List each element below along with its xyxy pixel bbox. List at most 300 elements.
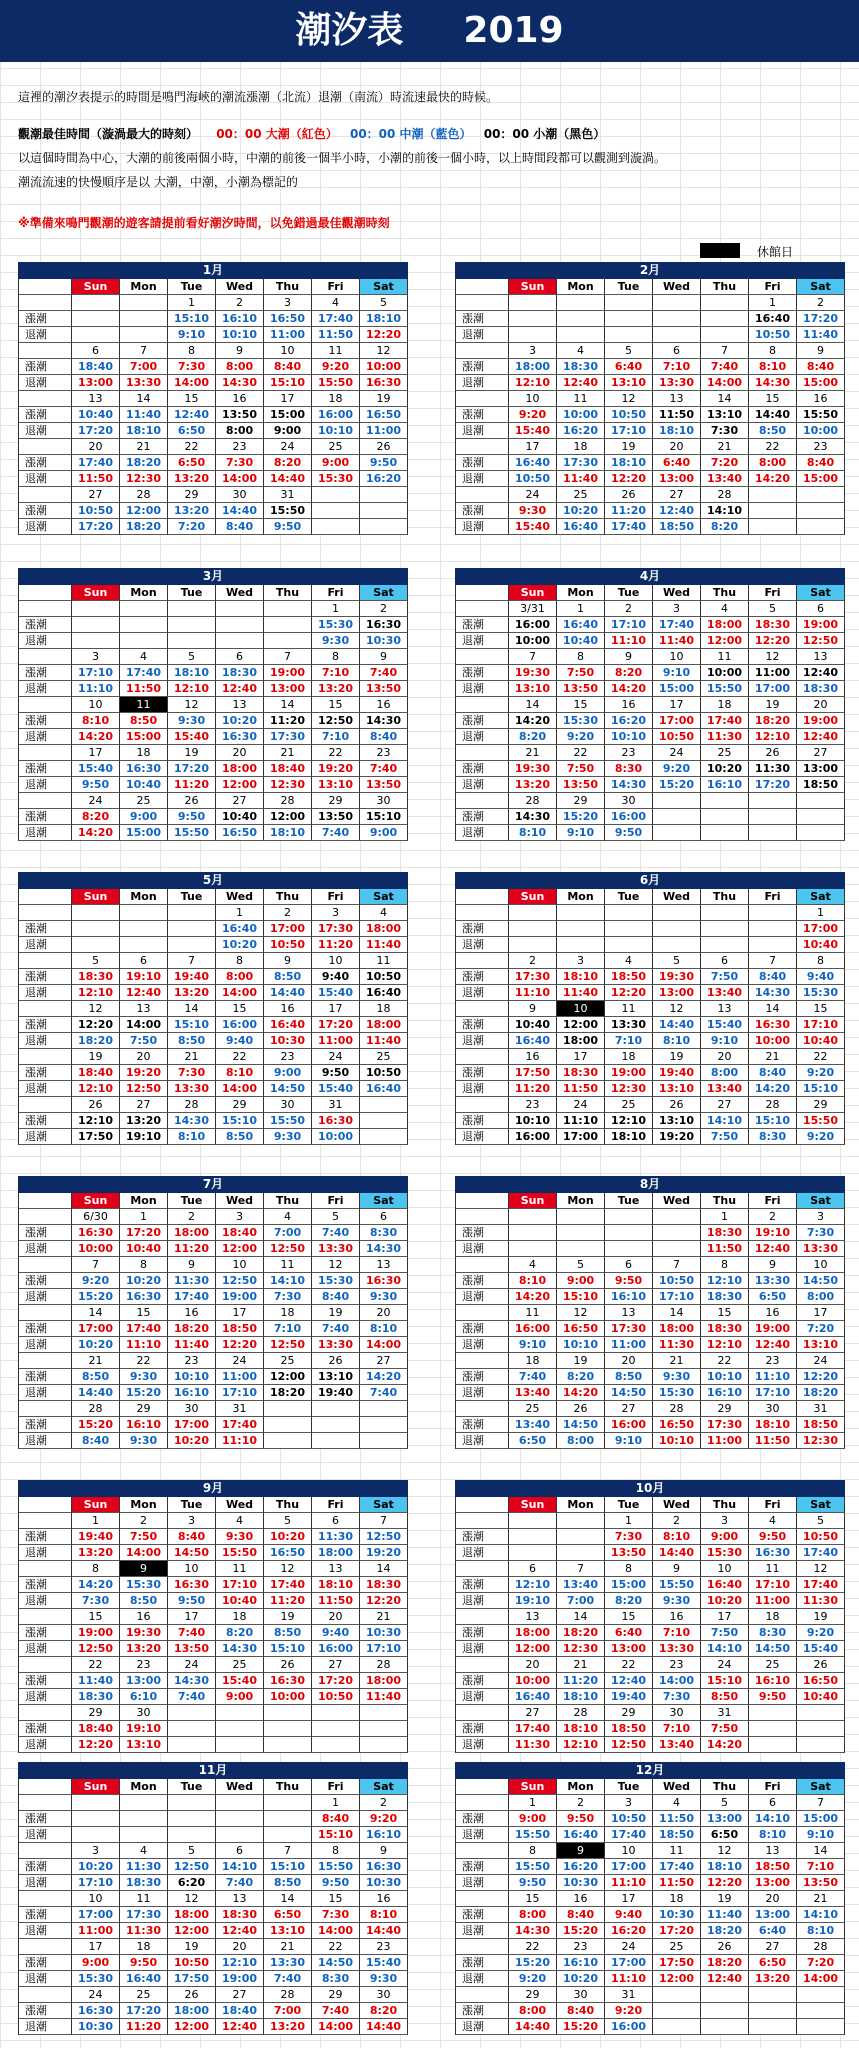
rise-time <box>557 1529 605 1545</box>
rise-time: 14:30 <box>168 1673 216 1689</box>
fall-label: 退潮 <box>19 1433 72 1449</box>
date-row-label <box>19 1513 72 1529</box>
month-title: 4月 <box>455 568 845 585</box>
rise-time: 17:10 <box>605 617 653 633</box>
rise-time: 18:40 <box>216 2003 264 2019</box>
day-number: 3 <box>264 295 312 311</box>
rise-time: 17:40 <box>120 1321 168 1337</box>
grid-corner <box>456 585 509 601</box>
fall-time: 17:40 <box>797 1545 845 1561</box>
day-number <box>360 1401 408 1417</box>
day-number: 13 <box>72 391 120 407</box>
fall-time <box>797 825 845 841</box>
day-number: 29 <box>701 1401 749 1417</box>
weekday-header: Mon <box>120 1779 168 1795</box>
rise-time: 12:40 <box>605 1673 653 1689</box>
fall-time <box>749 825 797 841</box>
day-number: 1 <box>120 1209 168 1225</box>
day-number: 20 <box>701 1049 749 1065</box>
rise-time: 13:00 <box>797 761 845 777</box>
day-number: 14 <box>749 1001 797 1017</box>
fall-time: 16:50 <box>216 825 264 841</box>
rise-time <box>120 311 168 327</box>
date-row-label <box>456 439 509 455</box>
day-number: 10 <box>216 1257 264 1273</box>
rise-label: 漲潮 <box>19 1017 72 1033</box>
rise-time: 7:40 <box>312 1321 360 1337</box>
fall-time: 13:20 <box>168 985 216 1001</box>
rise-time <box>605 921 653 937</box>
day-number: 27 <box>72 487 120 503</box>
day-number: 2 <box>605 601 653 617</box>
fall-time: 15:40 <box>312 1081 360 1097</box>
fall-time: 18:10 <box>120 423 168 439</box>
weekday-header: Wed <box>653 585 701 601</box>
rise-time: 8:00 <box>216 359 264 375</box>
fall-time: 18:10 <box>653 423 701 439</box>
fall-time: 11:00 <box>749 1593 797 1609</box>
rise-time: 16:00 <box>605 809 653 825</box>
fall-time: 10:30 <box>360 1875 408 1891</box>
weekday-header: Wed <box>653 1193 701 1209</box>
fall-label: 退潮 <box>456 1923 509 1939</box>
day-number: 8 <box>509 1843 557 1859</box>
rise-time: 13:30 <box>749 1273 797 1289</box>
rise-label: 漲潮 <box>19 1859 72 1875</box>
day-number: 19 <box>653 1049 701 1065</box>
day-number <box>120 295 168 311</box>
rise-time: 8:40 <box>749 1065 797 1081</box>
rise-time: 11:10 <box>557 1113 605 1129</box>
fall-time <box>797 1737 845 1753</box>
rise-time: 15:30 <box>557 713 605 729</box>
rise-time: 18:00 <box>168 1907 216 1923</box>
rise-label: 漲潮 <box>19 1369 72 1385</box>
day-number: 17 <box>797 1305 845 1321</box>
rise-time: 8:00 <box>701 1065 749 1081</box>
fall-time <box>168 937 216 953</box>
best-time-label: 觀潮最佳時間（漩渦最大的時刻） <box>18 127 199 141</box>
rise-time: 16:50 <box>360 407 408 423</box>
rise-time: 18:30 <box>557 1065 605 1081</box>
day-number: 11 <box>557 391 605 407</box>
fall-time: 10:10 <box>605 729 653 745</box>
day-number: 13 <box>653 391 701 407</box>
day-number: 8 <box>701 1257 749 1273</box>
fall-label: 退潮 <box>19 1289 72 1305</box>
weekday-header: Sun <box>72 1779 120 1795</box>
holiday-legend-swatch <box>700 243 740 258</box>
fall-time: 10:00 <box>509 633 557 649</box>
rise-label: 漲潮 <box>19 921 72 937</box>
fall-time: 14:00 <box>360 1337 408 1353</box>
rise-time <box>72 921 120 937</box>
rise-time: 16:00 <box>605 1417 653 1433</box>
fall-time <box>360 1129 408 1145</box>
rise-time: 17:40 <box>653 1859 701 1875</box>
day-number: 17 <box>653 697 701 713</box>
rise-time: 15:50 <box>264 1113 312 1129</box>
day-number: 6 <box>749 1795 797 1811</box>
rise-time: 16:40 <box>509 455 557 471</box>
fall-time: 8:10 <box>653 1033 701 1049</box>
day-number: 9 <box>120 1561 168 1577</box>
rise-time: 8:10 <box>360 1321 408 1337</box>
fall-time: 14:20 <box>701 1737 749 1753</box>
rise-time <box>360 1721 408 1737</box>
day-number: 22 <box>216 1049 264 1065</box>
fall-time: 18:50 <box>797 777 845 793</box>
weekday-header: Mon <box>120 585 168 601</box>
rise-time <box>557 921 605 937</box>
rise-time: 7:20 <box>701 455 749 471</box>
rise-time: 19:00 <box>605 1065 653 1081</box>
rise-time: 17:30 <box>701 1417 749 1433</box>
day-number: 23 <box>653 1657 701 1673</box>
day-number: 28 <box>72 1401 120 1417</box>
day-number: 2 <box>168 1209 216 1225</box>
rise-time: 17:00 <box>168 1417 216 1433</box>
fall-time: 14:20 <box>72 825 120 841</box>
fall-time: 11:30 <box>120 1923 168 1939</box>
month-grid <box>455 585 845 841</box>
fall-time: 10:30 <box>557 1875 605 1891</box>
fall-time <box>120 633 168 649</box>
fall-time: 8:10 <box>168 1129 216 1145</box>
weekday-header: Wed <box>653 1779 701 1795</box>
rise-time: 15:00 <box>797 1811 845 1827</box>
fall-time: 10:20 <box>72 1337 120 1353</box>
fall-time <box>72 1827 120 1843</box>
fall-time <box>216 633 264 649</box>
day-number: 4 <box>360 905 408 921</box>
weekday-header: Tue <box>605 889 653 905</box>
day-number: 27 <box>701 1097 749 1113</box>
day-number <box>605 905 653 921</box>
rise-time: 8:10 <box>749 359 797 375</box>
day-number: 19 <box>360 391 408 407</box>
rise-time: 9:20 <box>797 1625 845 1641</box>
page-year: 2019 <box>463 10 564 51</box>
rise-time: 13:10 <box>312 1369 360 1385</box>
day-number <box>797 793 845 809</box>
month-table <box>18 1762 408 2035</box>
fall-label: 退潮 <box>19 777 72 793</box>
rise-time: 15:50 <box>797 1113 845 1129</box>
fall-time: 13:50 <box>360 681 408 697</box>
fall-time <box>312 1433 360 1449</box>
fall-time: 7:30 <box>264 1289 312 1305</box>
fall-time: 14:20 <box>72 729 120 745</box>
rise-time: 11:40 <box>72 1673 120 1689</box>
day-number <box>749 905 797 921</box>
fall-time: 10:10 <box>216 327 264 343</box>
fall-time: 13:40 <box>509 1385 557 1401</box>
day-number: 3 <box>605 1795 653 1811</box>
day-number: 21 <box>509 745 557 761</box>
rise-time: 17:10 <box>797 1017 845 1033</box>
day-number: 7 <box>264 1843 312 1859</box>
day-number: 11 <box>653 1843 701 1859</box>
rise-time: 10:00 <box>557 407 605 423</box>
day-number: 19 <box>168 1939 216 1955</box>
day-number: 2 <box>653 1513 701 1529</box>
rise-time: 8:40 <box>264 359 312 375</box>
rise-time: 10:20 <box>216 713 264 729</box>
grid-corner <box>19 279 72 295</box>
date-row-label <box>19 1891 72 1907</box>
fall-time: 8:30 <box>312 1971 360 1987</box>
fall-time: 17:40 <box>605 519 653 535</box>
day-number: 28 <box>653 1401 701 1417</box>
fall-time: 7:40 <box>360 1385 408 1401</box>
day-number: 16 <box>509 1049 557 1065</box>
date-row-label <box>19 697 72 713</box>
fall-time: 10:30 <box>72 2019 120 2035</box>
grid-corner <box>19 1497 72 1513</box>
day-number: 20 <box>797 697 845 713</box>
rise-time: 10:20 <box>701 761 749 777</box>
day-number: 21 <box>557 1657 605 1673</box>
day-number: 23 <box>360 745 408 761</box>
fall-time: 14:00 <box>216 471 264 487</box>
day-number: 11 <box>216 1561 264 1577</box>
rise-time: 7:50 <box>701 969 749 985</box>
rise-time: 18:10 <box>557 969 605 985</box>
fall-time: 15:40 <box>509 519 557 535</box>
fall-time: 14:00 <box>120 1545 168 1561</box>
fall-time: 12:10 <box>72 985 120 1001</box>
rise-time: 9:30 <box>120 1369 168 1385</box>
date-row-label <box>456 1609 509 1625</box>
rise-label: 漲潮 <box>456 1907 509 1923</box>
fall-time: 10:50 <box>264 937 312 953</box>
rise-label: 漲潮 <box>19 407 72 423</box>
day-number: 7 <box>749 953 797 969</box>
fall-time <box>653 825 701 841</box>
rise-time: 8:40 <box>557 1907 605 1923</box>
day-number: 19 <box>72 1049 120 1065</box>
fall-time <box>749 519 797 535</box>
fall-time: 8:40 <box>360 729 408 745</box>
rise-time: 7:00 <box>264 2003 312 2019</box>
fall-time: 16:10 <box>360 1827 408 1843</box>
day-number: 1 <box>312 601 360 617</box>
rise-time: 13:50 <box>312 809 360 825</box>
weekday-header: Tue <box>605 585 653 601</box>
day-number: 11 <box>264 1257 312 1273</box>
day-number: 1 <box>605 1513 653 1529</box>
fall-time: 9:50 <box>168 1593 216 1609</box>
fall-time: 11:10 <box>120 1337 168 1353</box>
day-number: 22 <box>701 1353 749 1369</box>
fall-time: 15:40 <box>797 1641 845 1657</box>
month-title: 3月 <box>18 568 408 585</box>
fall-time: 15:30 <box>653 1385 701 1401</box>
day-number: 1 <box>168 295 216 311</box>
day-number <box>360 1097 408 1113</box>
rise-label: 漲潮 <box>456 1273 509 1289</box>
day-number: 21 <box>701 439 749 455</box>
day-number: 13 <box>797 649 845 665</box>
fall-time: 11:40 <box>360 1689 408 1705</box>
day-number: 31 <box>264 487 312 503</box>
fall-label: 退潮 <box>19 1593 72 1609</box>
fall-time: 12:10 <box>749 729 797 745</box>
rise-time: 18:40 <box>72 1721 120 1737</box>
day-number: 18 <box>312 391 360 407</box>
day-number <box>653 793 701 809</box>
day-number: 16 <box>216 391 264 407</box>
rise-time: 8:50 <box>264 1625 312 1641</box>
rise-time <box>749 809 797 825</box>
fall-time: 14:40 <box>360 2019 408 2035</box>
date-row-label <box>456 953 509 969</box>
fall-time: 9:00 <box>360 825 408 841</box>
day-number: 29 <box>120 1401 168 1417</box>
rise-time: 6:40 <box>653 455 701 471</box>
rise-label: 漲潮 <box>456 1577 509 1593</box>
fall-time <box>653 2019 701 2035</box>
day-number: 17 <box>264 391 312 407</box>
day-number <box>168 601 216 617</box>
rise-time: 17:20 <box>120 1225 168 1241</box>
rise-time: 9:50 <box>312 1065 360 1081</box>
rise-time: 16:40 <box>701 1577 749 1593</box>
day-number: 1 <box>509 1795 557 1811</box>
day-number: 1 <box>749 295 797 311</box>
day-number: 6 <box>797 601 845 617</box>
rise-time: 18:40 <box>216 1225 264 1241</box>
fall-time <box>72 633 120 649</box>
day-number: 23 <box>605 745 653 761</box>
rise-time: 8:50 <box>120 713 168 729</box>
fall-time: 15:30 <box>72 1971 120 1987</box>
fall-label: 退潮 <box>19 1689 72 1705</box>
day-number <box>701 295 749 311</box>
fall-label: 退潮 <box>456 1737 509 1753</box>
day-number: 5 <box>797 1513 845 1529</box>
weekday-header: Sat <box>360 279 408 295</box>
fall-time <box>749 2019 797 2035</box>
rise-time: 18:00 <box>216 761 264 777</box>
fall-time: 9:50 <box>605 825 653 841</box>
fall-time: 8:50 <box>701 1689 749 1705</box>
rise-time: 15:50 <box>264 503 312 519</box>
rise-label: 漲潮 <box>19 1811 72 1827</box>
grid-corner <box>456 1779 509 1795</box>
fall-time: 15:20 <box>557 2019 605 2035</box>
rise-label: 漲潮 <box>456 809 509 825</box>
fall-time: 15:50 <box>701 681 749 697</box>
rise-time: 8:00 <box>749 455 797 471</box>
day-number: 3 <box>72 1843 120 1859</box>
day-number: 4 <box>120 1843 168 1859</box>
day-number: 22 <box>312 1939 360 1955</box>
rise-time: 18:10 <box>360 311 408 327</box>
fall-time: 9:00 <box>264 423 312 439</box>
day-number: 23 <box>749 1353 797 1369</box>
day-number: 30 <box>264 1097 312 1113</box>
weekday-header: Sun <box>72 889 120 905</box>
day-number: 10 <box>509 391 557 407</box>
rise-time: 8:40 <box>168 1529 216 1545</box>
weekday-header: Tue <box>168 1497 216 1513</box>
weekday-header: Fri <box>312 1193 360 1209</box>
day-number: 24 <box>653 745 701 761</box>
rise-time: 10:50 <box>653 1273 701 1289</box>
month-table <box>455 568 845 841</box>
day-number: 6/30 <box>72 1209 120 1225</box>
day-number: 28 <box>168 1097 216 1113</box>
day-number: 1 <box>701 1209 749 1225</box>
day-number: 5 <box>360 295 408 311</box>
rise-time: 18:00 <box>509 1625 557 1641</box>
day-number: 4 <box>120 649 168 665</box>
day-number: 23 <box>797 439 845 455</box>
rise-time: 8:30 <box>360 1225 408 1241</box>
fall-time: 16:40 <box>360 1081 408 1097</box>
day-number: 28 <box>509 793 557 809</box>
rise-time <box>216 617 264 633</box>
rise-label: 漲潮 <box>19 1625 72 1641</box>
fall-time: 13:10 <box>605 375 653 391</box>
day-number: 23 <box>168 1353 216 1369</box>
rise-time: 17:50 <box>509 1065 557 1081</box>
rise-time: 18:00 <box>360 921 408 937</box>
day-number <box>653 905 701 921</box>
month-title: 1月 <box>18 262 408 279</box>
fall-time <box>360 1737 408 1753</box>
rise-time: 9:20 <box>797 1065 845 1081</box>
day-number: 2 <box>749 1209 797 1225</box>
rise-time <box>360 1417 408 1433</box>
fall-time: 12:00 <box>168 1923 216 1939</box>
rise-time: 10:10 <box>509 1113 557 1129</box>
rise-time: 8:20 <box>264 455 312 471</box>
fall-label: 退潮 <box>456 1545 509 1561</box>
rise-time: 7:10 <box>264 1321 312 1337</box>
fall-time: 8:10 <box>749 1827 797 1843</box>
rise-time: 12:40 <box>168 407 216 423</box>
rise-time: 10:30 <box>360 1625 408 1641</box>
fall-time: 12:20 <box>701 1875 749 1891</box>
rise-time <box>797 503 845 519</box>
day-number <box>653 1987 701 2003</box>
date-row-label <box>456 1209 509 1225</box>
fall-time: 15:50 <box>168 825 216 841</box>
weekday-header: Wed <box>653 1497 701 1513</box>
rise-time: 12:50 <box>312 713 360 729</box>
day-number: 28 <box>264 793 312 809</box>
day-number: 16 <box>360 1891 408 1907</box>
fall-time: 17:10 <box>72 1875 120 1891</box>
day-number: 18 <box>360 1001 408 1017</box>
rise-time: 18:50 <box>605 969 653 985</box>
day-number: 12 <box>701 1843 749 1859</box>
fall-time <box>509 327 557 343</box>
fall-time: 8:50 <box>216 1129 264 1145</box>
rise-time: 19:00 <box>797 713 845 729</box>
rise-time: 13:30 <box>264 1955 312 1971</box>
fall-time: 13:40 <box>653 1737 701 1753</box>
fall-time: 12:20 <box>72 1737 120 1753</box>
rise-time: 13:00 <box>749 1907 797 1923</box>
fall-time: 9:10 <box>168 327 216 343</box>
rise-time: 7:10 <box>653 1625 701 1641</box>
fall-time: 12:30 <box>557 1641 605 1657</box>
day-number: 30 <box>653 1705 701 1721</box>
